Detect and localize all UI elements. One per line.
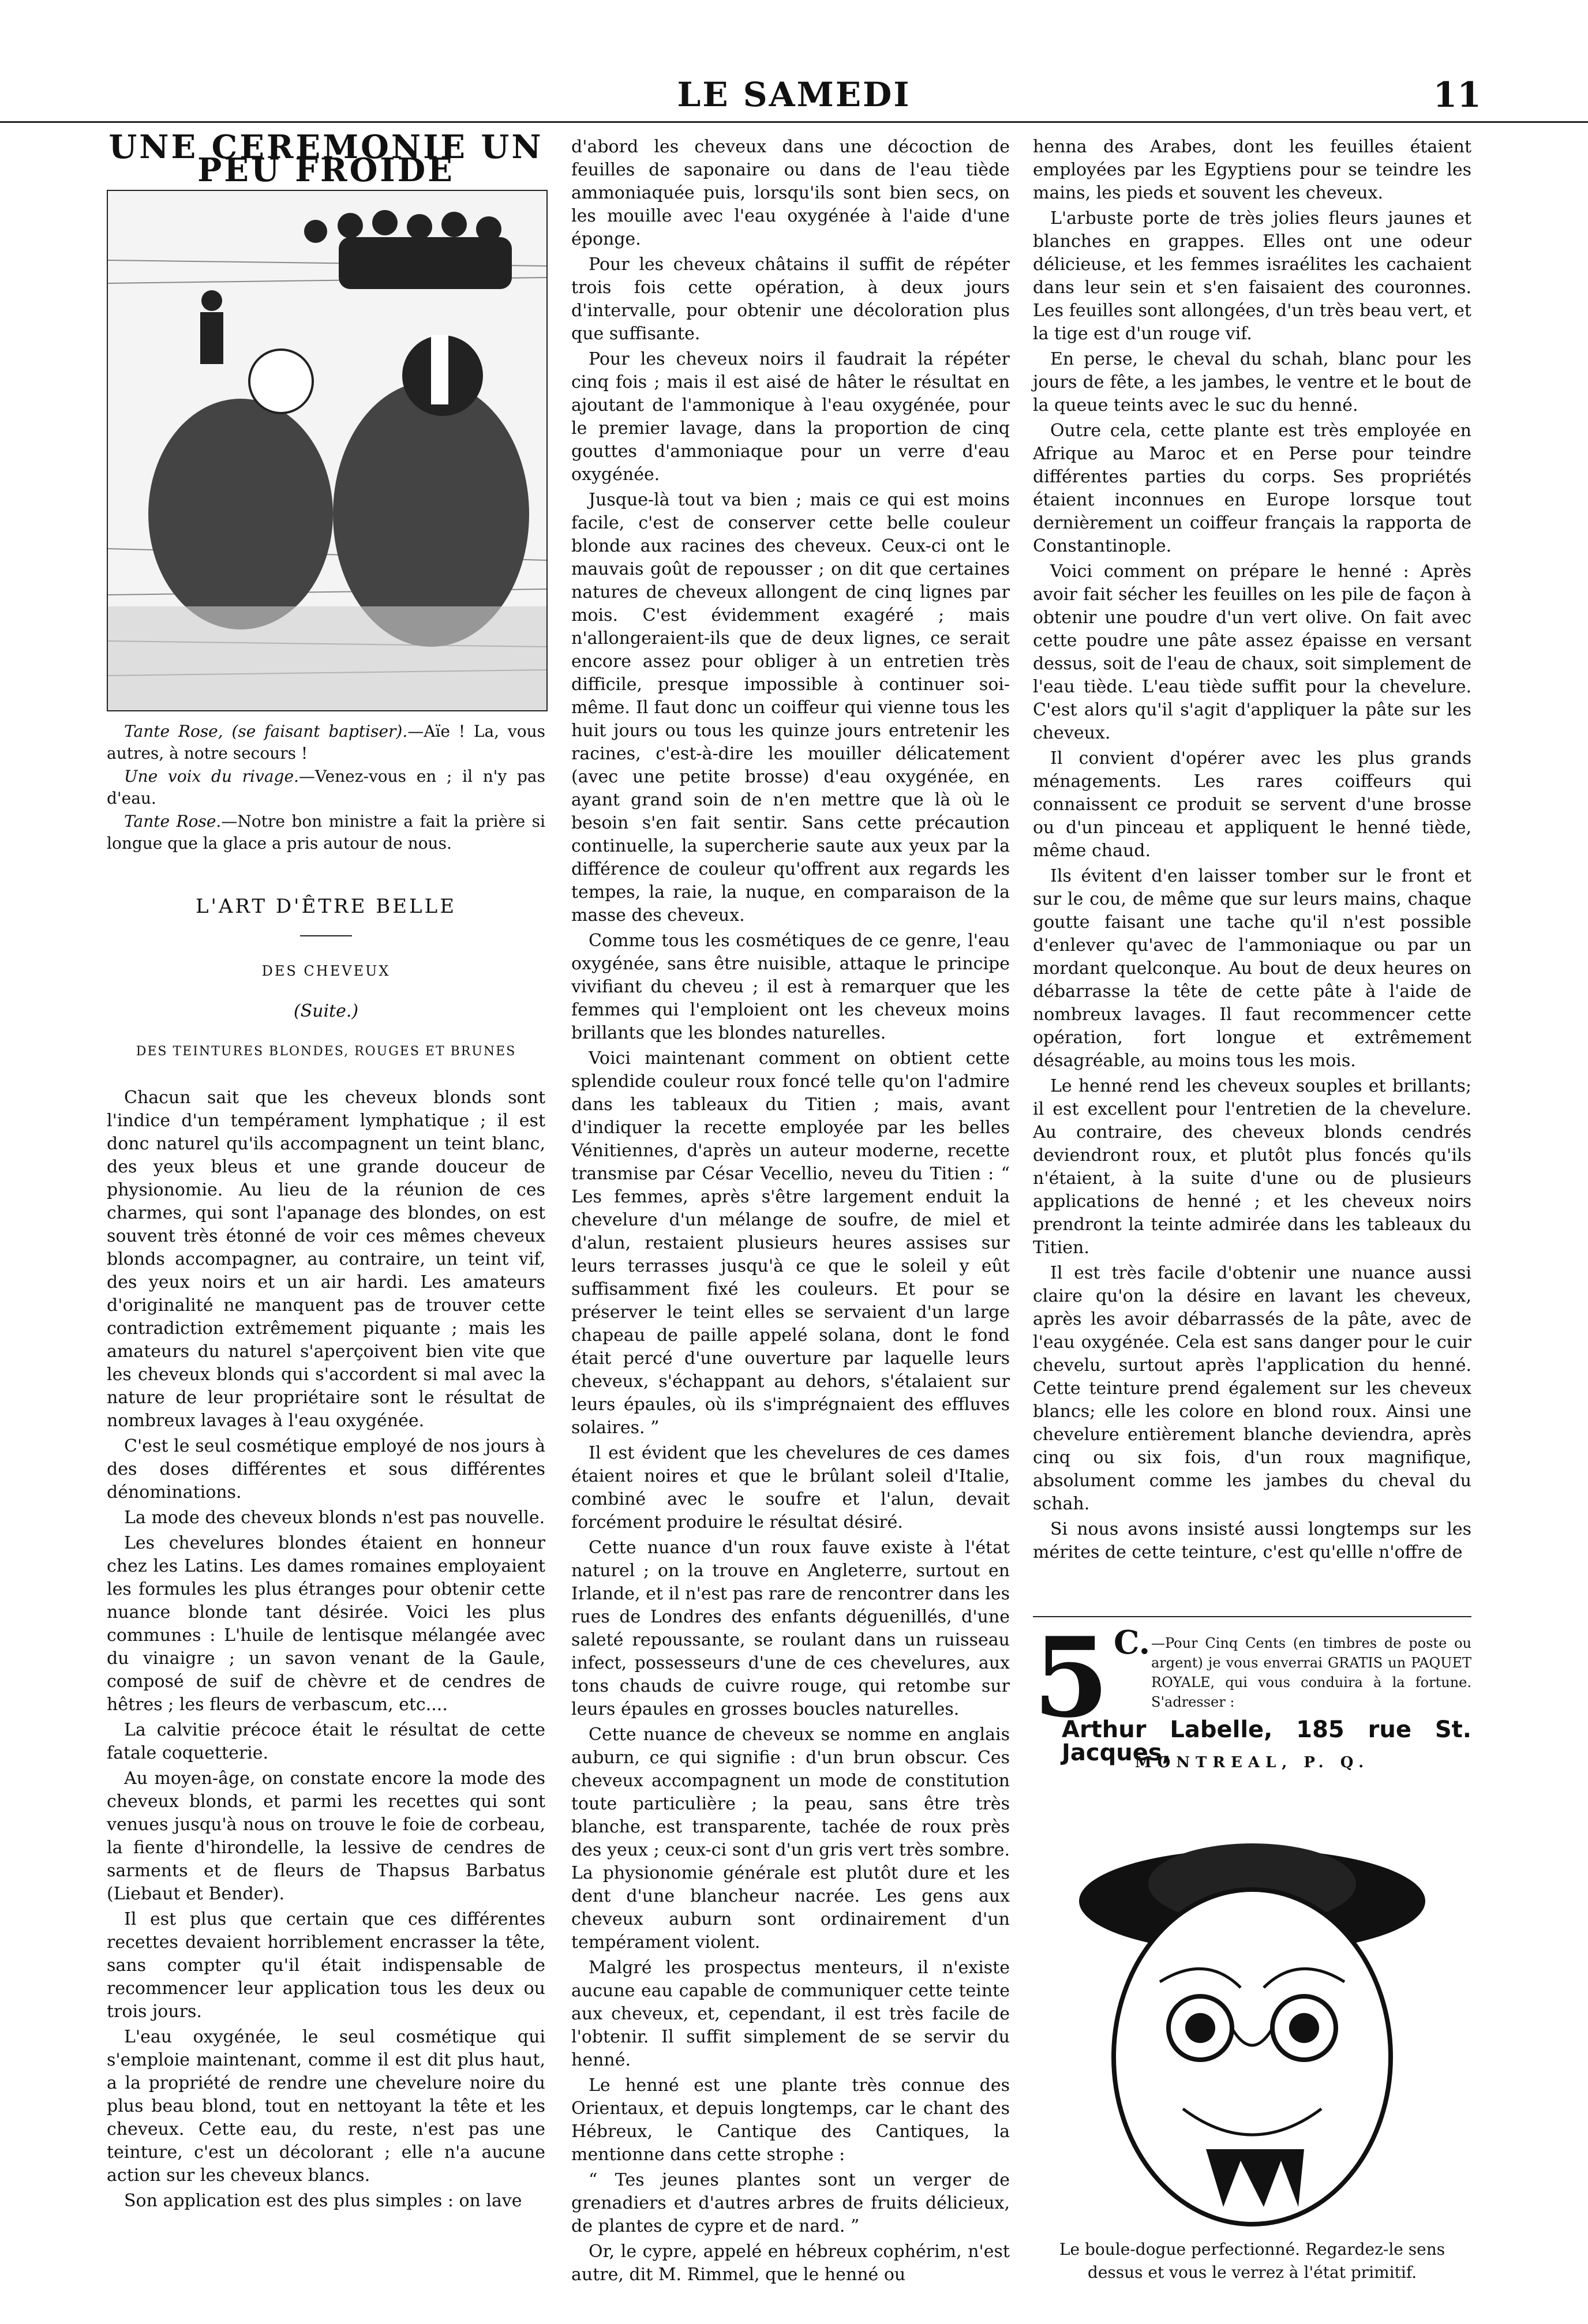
paragraph: Outre cela, cette plante est très employée en Afrique au Maroc et en Perse pour teindre différentes parties du corps. Ses propriétés étaient inconnues en Europe lorsque tout dernièrement un coiffeur français la rapporta de Constantinople.	[1033, 421, 1471, 556]
newspaper-title: LE SAMEDI	[677, 75, 911, 114]
paragraph: L'eau oxygénée, le seul cosmétique qui s'emploie maintenant, comme il est dit plus haut, a la propriété de rendre une chevelure noire du plus beau blond, tout en nettoyant la tête et les cheveux. Cette eau, du reste, n'est pas une teinture, c'est un décolorant ; elle n'a aucune action sur les cheveux blancs.	[107, 2027, 545, 2186]
section-heading: DES TEINTURES BLONDES, ROUGES ET BRUNES	[136, 1044, 516, 1059]
paragraph: La calvitie précoce était le résultat de cette fatale coquetterie.	[107, 1720, 545, 1763]
puzzle-face-drawing	[1033, 1838, 1471, 2230]
advertisement	[1033, 1613, 1471, 1774]
paragraph: Le henné est une plante très connue des Orientaux, et depuis longtemps, car le chant des Hébreux, le Cantique des Cantiques, la mentionne dans cette strophe :	[571, 2075, 1010, 2165]
article-subtitle: DES CHEVEUX	[261, 963, 391, 979]
caption-text-3: —Notre bon ministre a fait la prière si longue que la glace a pris autour de nous.	[107, 812, 545, 853]
illustration-drawing	[108, 191, 546, 710]
page-header	[0, 58, 1588, 123]
paragraph: d'abord les cheveux dans une décoction de feuilles de saponaire ou dans de l'eau tiède ammoniaquée puis, lorsqu'ils sont bien secs, on les mouille avec l'eau oxygénée à l'aide d'une éponge.	[571, 137, 1010, 249]
paragraph: En perse, le cheval du schah, blanc pour les jours de fête, a les jambes, le ventre et le bout de la queue teints avec le suc du henné.	[1033, 349, 1471, 415]
paragraph: Comme tous les cosmétiques de ce genre, l'eau oxygénée, sans être nuisible, attaque le principe vivifiant du cheveu ; il est à remarquer que les femmes qui l'emploient ont les cheveux moins brillants que les blondes naturelles.	[571, 931, 1010, 1043]
paragraph: Il convient d'opérer avec les plus grands ménagements. Les rares coiffeurs qui connaissent ce produit se servent d'une brosse ou d'un pinceau et appliquent le henné tiède, même chaud.	[1033, 748, 1471, 861]
paragraph: Malgré les prospectus menteurs, il n'existe aucune eau capable de communiquer cette teinte aux cheveux, et, cependant, il est très facile de l'obtenir. Il suffit simplement de se servir du henné.	[571, 1958, 1010, 2070]
paragraph: Or, le cypre, appelé en hébreux cophérim, n'est autre, dit M. Rimmel, que le henné ou	[571, 2241, 1010, 2285]
paragraph: Pour les cheveux châtains il suffit de répéter trois fois cette opération, à deux jours d'intervalle, pour obtenir une décoloration plus que suffisante.	[571, 254, 1010, 344]
paragraph: Les chevelures blondes étaient en honneur chez les Latins. Les dames romaines employaient les formules les plus étranges pour obtenir cette nuance blonde tant désirée. Voici les plus communes : L'huile de lentisque mélangée avec du vinaigre ; un savon venant de la Gaule, composé de suif de chèvre et de cendres de hêtres ; les fleurs de verbascum, etc....	[107, 1533, 545, 1715]
paragraph: Si nous avons insisté aussi longtemps sur les mérites de cette teinture, c'est qu'ellle n'offre de	[1033, 1519, 1471, 1562]
paragraph: Il est évident que les chevelures de ces dames étaient noires et que le brûlant soleil d'Italie, combiné avec le soufre et l'alun, devait forcément produire le résultat désiré.	[571, 1443, 1010, 1532]
story-title: UNE CEREMONIE UN PEU FROIDE	[108, 128, 544, 189]
ad-address-name: Arthur Labelle, 185 rue St. Jacques,	[1062, 1716, 1471, 1766]
page-number: 11	[1433, 75, 1481, 115]
paragraph: Au moyen-âge, on constate encore la mode des cheveux blonds, et parmi les recettes qui sont venues jusqu'à nous on trouve le foie de corbeau, la fiente d'hirondelle, la lessive de cendres de sarments et de fleurs de Thapsus Barbatus (Liebaut et Bender).	[107, 1768, 545, 1904]
paragraph: Ils évitent d'en laisser tomber sur le front et sur le cou, de même que sur leurs mains, chaque goutte faisant une tache qu'il n'est possible d'enlever qu'avec de l'ammoniaque ou par un mordant quelconque. Au bout de deux heures on débarrasse la tête de cette pâte à l'aide de nombreux lavages. Il faut recommencer cette opération, fort longue et extrêmement désagréable, au moins tous les mois.	[1033, 866, 1471, 1071]
column-2	[571, 136, 1010, 2289]
paragraph: Jusque-là tout va bien ; mais ce qui est moins facile, c'est de conserver cette belle couleur blonde aux racines des cheveux. Ceux-ci ont le mauvais goût de repousser ; on dit que certaines natures de cheveux allongent de cinq lignes par mois. C'est évidemment exagéré ; mais n'allongeraient-ils que de deux lignes, ce serait encore assez pour obliger à un entretien très difficile, presque impossible à continuer soi-même. Il faut donc un coiffeur qui vienne tous les huit jours ou tous les quinze jours entretenir les racines, c'est-à-dire les mouiller délicatement (avec une petite brosse) d'eau oxygénée, en ayant grand soin de n'en mettre que là où le besoin s'en fait sentir. Sans cette précaution continuelle, la supercherie saute aux yeux par la différence de couleur qu'offrent aux regards les tempes, la raie, la nuque, en comparaison de la masse des cheveux.	[571, 490, 1010, 925]
ad-cents-mark: C.	[1114, 1624, 1151, 1662]
paragraph: Le henné rend les cheveux souples et brillants; il est excellent pour l'entretien de la chevelure. Au contraire, des cheveux blonds cendrés deviendront roux, et plutôt plus foncés qu'ils n'étaient, à la suite d'une ou de plusieurs applications de henné ; et les cheveux noirs prendront la teinte admirée dans les tableaux du Titien.	[1033, 1076, 1471, 1258]
paragraph: Voici comment on prépare le henné : Après avoir fait sécher les feuilles on les pile de façon à obtenir une poudre d'un vert olive. On fait avec cette poudre une pâte assez épaisse en versant dessus, soit de l'eau de chaux, soit simplement de l'eau tiède. L'eau tiède suffit pour la chevelure. C'est alors qu'il s'agit d'appliquer la pâte sur les cheveux.	[1033, 561, 1471, 743]
paragraph: Son application est des plus simples : on lave	[124, 2191, 522, 2211]
puzzle-caption: Le boule-dogue perfectionné. Regardez-le sens dessus et vous le verrez à l'état primitif.	[1059, 2240, 1445, 2282]
article-suite: (Suite.)	[293, 1001, 359, 1021]
paragraph: “ Tes jeunes plantes sont un verger de grenadiers et d'autres arbres de fruits délicieux, de plantes de cypre et de nard. ”	[571, 2170, 1010, 2236]
caption-speaker-3: Tante Rose.	[124, 812, 222, 831]
column-1	[107, 128, 545, 2215]
caption-text-2: —Venez-vous en ; il n'y pas d'eau.	[107, 767, 545, 808]
paragraph: La mode des cheveux blonds n'est pas nouvelle.	[124, 1508, 545, 1528]
article-title: L'ART D'ÊTRE BELLE	[195, 895, 457, 918]
paragraph: Il est très facile d'obtenir une nuance aussi claire qu'on la désire en lavant les cheveux, après les avoir débarrassés de la pâte, avec de l'eau oxygénée. Cela est sans danger pour le cuir chevelu, surtout après l'application du henné. Cette teinture prend également sur les cheveux blancs; elle les colore en blond roux. Ainsi une chevelure entièrement blanche deviendra, après cinq ou six fois, d'un roux magnifique, absolument comme les jambes du cheval du schah.	[1033, 1263, 1471, 1514]
paragraph: Il est plus que certain que ces différentes recettes devaient horriblement encrasser la tête, sans compter qu'il était indispensable de recommencer leur application tous les deux ou trois jours.	[107, 1909, 545, 2022]
paragraph: Pour les cheveux noirs il faudrait la répéter cinq fois ; mais il est aisé de hâter le résultat en ajoutant de l'ammonique à l'eau oxygénée, pour le premier lavage, dans la proportion de cinq gouttes d'ammoniaque pour un verre d'eau oxygénée.	[571, 349, 1010, 485]
caption-text-1: —Aïe ! La, vous autres, à notre secours !	[107, 722, 545, 763]
paragraph: Voici maintenant comment on obtient cette splendide couleur roux foncé telle qu'on l'admire dans les tableaux du Titien ; mais, avant d'indiquer la recette employée par les belles Vénitiennes, d'après un auteur moderne, recette transmise par César Vecellio, neveu du Titien : “ Les femmes, après s'être largement enduit la chevelure d'un mélange de soufre, de miel et d'alun, restaient plusieurs heures assises sur leurs terrasses jusqu'à ce que le soleil y eût suffisamment fixé les couleurs. Et pour se préserver le teint elles se servaient d'un large chapeau de paille appelé solana, dont le fond était percé d'une ouverture par laquelle leurs cheveux, s'échappant au dehors, s'étalaient sur leurs épaules, où ils s'imprégnaient des effluves solaires. ”	[571, 1048, 1010, 1438]
column-3	[1033, 136, 1471, 2284]
paragraph: Chacun sait que les cheveux blonds sont l'indice d'un tempérament lymphatique ; il est donc naturel qu'ils accompagnent un teint blanc, des yeux bleus et une grande douceur de physionomie. Au lieu de la réunion de ces charmes, qui sont l'apanage des blondes, on est souvent très étonné de voir ces mêmes cheveux blonds accompagner, au contraire, un teint vif, des yeux noirs et un air hardi. Les amateurs d'originalité ne manquent pas de trouver cette contradiction extrêmement piquante ; mais les amateurs du naturel s'aperçoivent bien vite que les cheveux blonds qui s'accordent si mal avec la nature de leur propriétaire sont le résultat de nombreux lavages à l'eau oxygénée.	[107, 1088, 545, 1431]
ad-city: MONTREAL, P. Q.	[1134, 1754, 1370, 1771]
ad-body-text: —Pour Cinq Cents (en timbres de poste ou argent) je vous enverrai GRATIS un PAQUET ROYALE, qui vous conduira à la fortune. S'adresser :	[1151, 1635, 1471, 1710]
paragraph: C'est le seul cosmétique employé de nos jours à des doses différentes et sous différentes dénominations.	[107, 1436, 545, 1502]
paragraph: L'arbuste porte de très jolies fleurs jaunes et blanches en grappes. Elles ont une odeur délicieuse, et les femmes israélites les cachaient dans leur sein et s'en faisaient des couronnes. Les feuilles sont allongées, d'un très beau vert, et la tige est d'un rouge vif.	[1033, 208, 1471, 344]
paragraph: Cette nuance d'un roux fauve existe à l'état naturel ; on la trouve en Angleterre, surtout en Irlande, et il n'est pas rare de rencontrer dans les rues de Londres des enfants déguenillés, d'une saleté repoussante, se roulant dans un ruisseau infect, possesseurs d'une de ces chevelures, aux tons chauds de cuivre rouge, qui retombe sur leurs épaules en grosses boucles naturelles.	[571, 1538, 1010, 1719]
illustration-caption	[107, 721, 545, 854]
ad-five-numeral: 5	[1033, 1613, 1110, 1742]
caption-speaker-1: Tante Rose, (se faisant baptiser).	[124, 722, 408, 741]
title-rule	[300, 935, 352, 936]
baptism-illustration	[107, 190, 548, 711]
caption-speaker-2: Une voix du rivage.	[124, 767, 299, 786]
paragraph: henna des Arabes, dont les feuilles étaient employées par les Egyptiens pour se teindre les mains, les pieds et souvent les cheveux.	[1033, 137, 1471, 203]
bulldog-puzzle-illustration	[1033, 1838, 1471, 2230]
paragraph: Cette nuance de cheveux se nomme en anglais auburn, ce qui signifie : d'un brun obscur. Ces cheveux accompagnent un mode de constitution toute particulière ; la peau, sans être très blanche, est transparente, tachée de roux près des yeux ; ceux-ci sont d'un gris vert très sombre. La physionomie générale est plutôt dure et les dent d'une blancheur nacrée. Les gens aux cheveux auburn sont ordinairement d'un tempérament violent.	[571, 1725, 1010, 1952]
